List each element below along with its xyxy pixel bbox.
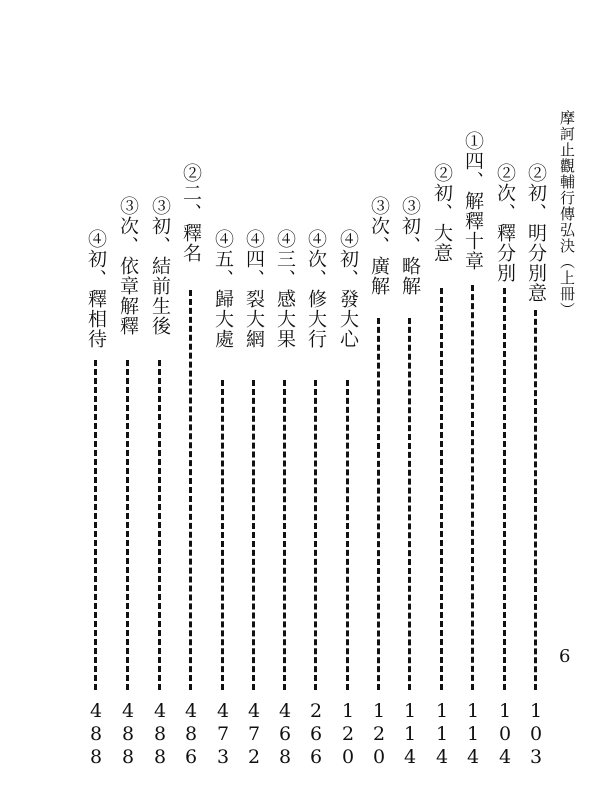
leader-line <box>503 288 506 690</box>
leader-line <box>408 318 411 690</box>
toc-entry-page: 473 <box>212 700 234 769</box>
toc-entry-page: 488 <box>117 700 139 769</box>
toc-entry-page: 120 <box>337 700 359 769</box>
leader-line <box>534 310 537 690</box>
toc-entry-label: ①四、解釋十章 <box>462 131 484 271</box>
leader-line <box>346 380 349 690</box>
leader-line <box>221 380 224 690</box>
toc-entry-label: ④次、修大行 <box>305 229 327 349</box>
leader-line <box>314 380 317 690</box>
toc-entry-page: 103 <box>525 700 547 769</box>
toc-entry-label: ④初、發大心 <box>337 229 359 349</box>
toc-entry-label: ②二、釋名 <box>180 163 202 263</box>
toc-entry-page: 104 <box>494 700 516 769</box>
leader-line <box>440 288 443 690</box>
toc-entry-label: ③次、廣解 <box>368 196 390 296</box>
toc-entry-page: 114 <box>399 700 421 769</box>
leader-line <box>126 360 129 690</box>
toc-entry-page: 114 <box>462 700 484 769</box>
toc-entry-page: 120 <box>368 700 390 769</box>
toc-entry-page: 468 <box>274 700 296 769</box>
toc-entry-page: 488 <box>85 700 107 769</box>
toc-entry-label: ②初、大意 <box>431 163 453 263</box>
toc-entry-label: ③次、依章解釋 <box>117 196 139 336</box>
toc-entry-label: ④初、釋相待 <box>85 229 107 349</box>
toc-entry-label: ④三、感大果 <box>274 229 296 349</box>
toc-entry-label: ②次、釋分別 <box>494 163 516 283</box>
toc-entry-page: 486 <box>180 700 202 769</box>
toc-entry-page: 472 <box>243 700 265 769</box>
toc-entry-page: 266 <box>305 700 327 769</box>
toc-entry-label: ④四、裂大網 <box>243 229 265 349</box>
leader-line <box>252 380 255 690</box>
leader-line <box>471 285 474 690</box>
toc-entry-label: ③初、結前生後 <box>149 196 171 336</box>
toc-entry-page: 114 <box>431 700 453 769</box>
leader-line <box>189 290 192 690</box>
leader-line <box>377 318 380 690</box>
toc-entry-page: 488 <box>149 700 171 769</box>
page-number: 6 <box>559 646 571 667</box>
toc-entry-label: ②初、明分別意 <box>525 163 547 303</box>
leader-line <box>158 360 161 690</box>
running-title: 摩訶止觀輔行傳弘決（上冊） <box>558 110 576 318</box>
toc-entry-label: ③初、略解 <box>399 196 421 296</box>
toc-entry-label: ④五、歸大處 <box>212 229 234 349</box>
leader-line <box>283 380 286 690</box>
leader-line <box>94 360 97 690</box>
